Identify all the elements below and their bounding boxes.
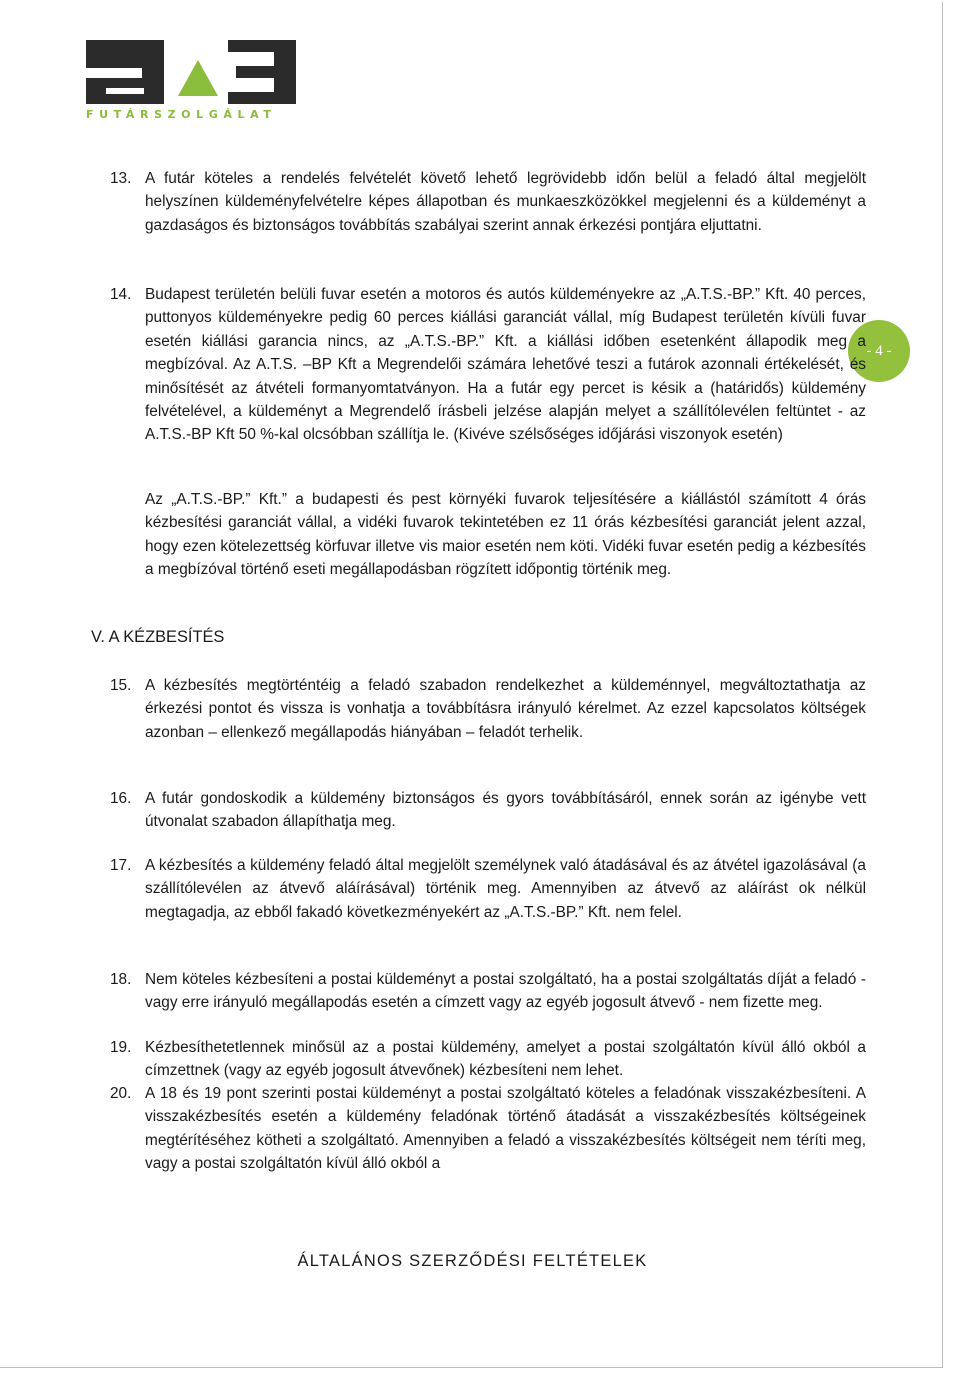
item-number: 15. — [110, 677, 132, 694]
triangle-icon — [178, 60, 218, 96]
list-item — [110, 1082, 866, 1176]
item-number: 16. — [110, 790, 132, 807]
paragraph: Az „A.T.S.-BP.” Kft.” a budapesti és pest környéki fuvarok teljesítésére a kiállástól számított 4 órás kézbesítési garanciát vállal, a vidéki fuvarok tekintetében ez 11 órás kézbesítési garanciát jelent azzal, hogy ezen kötelezettség körfuvar illetve vis maior esetén nem köti. Vidéki fuvar esetén pedig a kézbesítés a megbízóval történő eseti megállapodásban rögzített időpontig történik meg. — [145, 491, 866, 579]
list-item — [110, 674, 866, 744]
item-text: A futár gondoskodik a küldemény biztonságos és gyors továbbításáról, ennek során az igénybe vett útvonalat szabadon állapíthatja meg. — [145, 790, 866, 831]
item-text: Budapest területén belüli fuvar esetén a motoros és autós küldeményekre az „A.T.S.-BP.” Kft. 40 perces, puttonyos küldeményekre pedig 60 perces kiállási garanciát vállal, míg Budapest területén kívüli fuvar esetén kiállási garancia nincs, az „A.T.S.-BP.” Kft. a kiállási időben esetenként állapodik meg a megbízóval. Az A.T.S. –BP Kft a Megrendelői számára lehetővé teszi a futárok azonnali értékelését, és minősítését az átvételi formanyomtatványon. Ha a futár egy percet is késik a (határidős) küldemény felvételével, a küldeményt a Megrendelő írásbeli jelzése alapján melyet a szállítólevélen feltüntet - az A.T.S.-BP Kft 50 %-kal olcsóbban szállítja le. (Kivéve szélsőséges időjárási viszonyok esetén) — [145, 286, 866, 444]
list-item — [110, 283, 866, 447]
item-number: 14. — [110, 286, 132, 303]
list-item — [110, 854, 866, 924]
item-number: 18. — [110, 971, 132, 988]
item-number: 17. — [110, 857, 132, 874]
item-number: 13. — [110, 170, 132, 187]
list-item — [110, 167, 866, 237]
item-text: A futár köteles a rendelés felvételét követő lehető legrövidebb időn belül a feladó által megjelölt helyszínen küldeményfelvételre képes állapotban és munkaeszközökkel megjelenni és a küldeményt a gazdaságos és biztonságos továbbítás szabályai szerint annak érkezési pontjára eljuttatni. — [145, 170, 866, 234]
item-text: Nem köteles kézbesíteni a postai küldeményt a postai szolgáltató, ha a postai szolgáltatás díját a feladó - vagy erre irányuló megállapodás esetén a címzett vagy az egyéb jogosult átvevő - nem fizette meg. — [145, 971, 866, 1012]
list-item — [110, 968, 866, 1015]
logo-text: FUTÁRSZOLGÁLAT — [86, 108, 277, 121]
item-text: A kézbesítés a küldemény feladó által megjelölt személynek való átadásával és az átvétel igazolásával (a szállítólevélen az átvevő aláírásával) történik meg. Amennyiben az átvevő az aláírást ok nélkül megtagadja, az ebből fakadó következményekért az „A.T.S.-BP.” Kft. nem felel. — [145, 857, 866, 921]
item-number: 20. — [110, 1085, 132, 1102]
list-item — [110, 1036, 866, 1083]
item-text: Kézbesíthetetlennek minősül az a postai küldemény, amelyet a postai szolgáltatón kívül álló okból a címzettnek (vagy az egyéb jogosult átvevőnek) kézbesíteni nem lehet. — [145, 1039, 866, 1080]
company-logo — [86, 40, 296, 124]
a3-logo-icon — [86, 40, 296, 104]
section-title: V. A KÉZBESÍTÉS — [91, 628, 225, 646]
item-text: A 18 és 19 pont szerinti postai küldeményt a postai szolgáltató köteles a feladónak visszakézbesíteni. A visszakézbesítés esetén a küldemény feladónak történő átadását a visszakézbesítés költségeinek megtérítéséhez kötheti a szolgáltató. Amennyiben a feladó a visszakézbesítés költségeit nem téríti meg, vagy a postai szolgáltatón kívül álló okból a — [145, 1085, 866, 1173]
page-number-badge: - 4 - — [848, 320, 910, 382]
item-number: 19. — [110, 1039, 132, 1056]
page-footer: ÁLTALÁNOS SZERZŐDÉSI FELTÉTELEK — [297, 1252, 648, 1270]
item-text: A kézbesítés megtörténtéig a feladó szabadon rendelkezhet a küldeménnyel, megváltoztathatja az érkezési pontot és vissza is vonhatja a továbbításra irányuló kérelmet. Az ezzel kapcsolatos költségek azonban – ellenkező megállapodás hiányában – feladót terhelik. — [145, 677, 866, 741]
list-item — [110, 787, 866, 834]
